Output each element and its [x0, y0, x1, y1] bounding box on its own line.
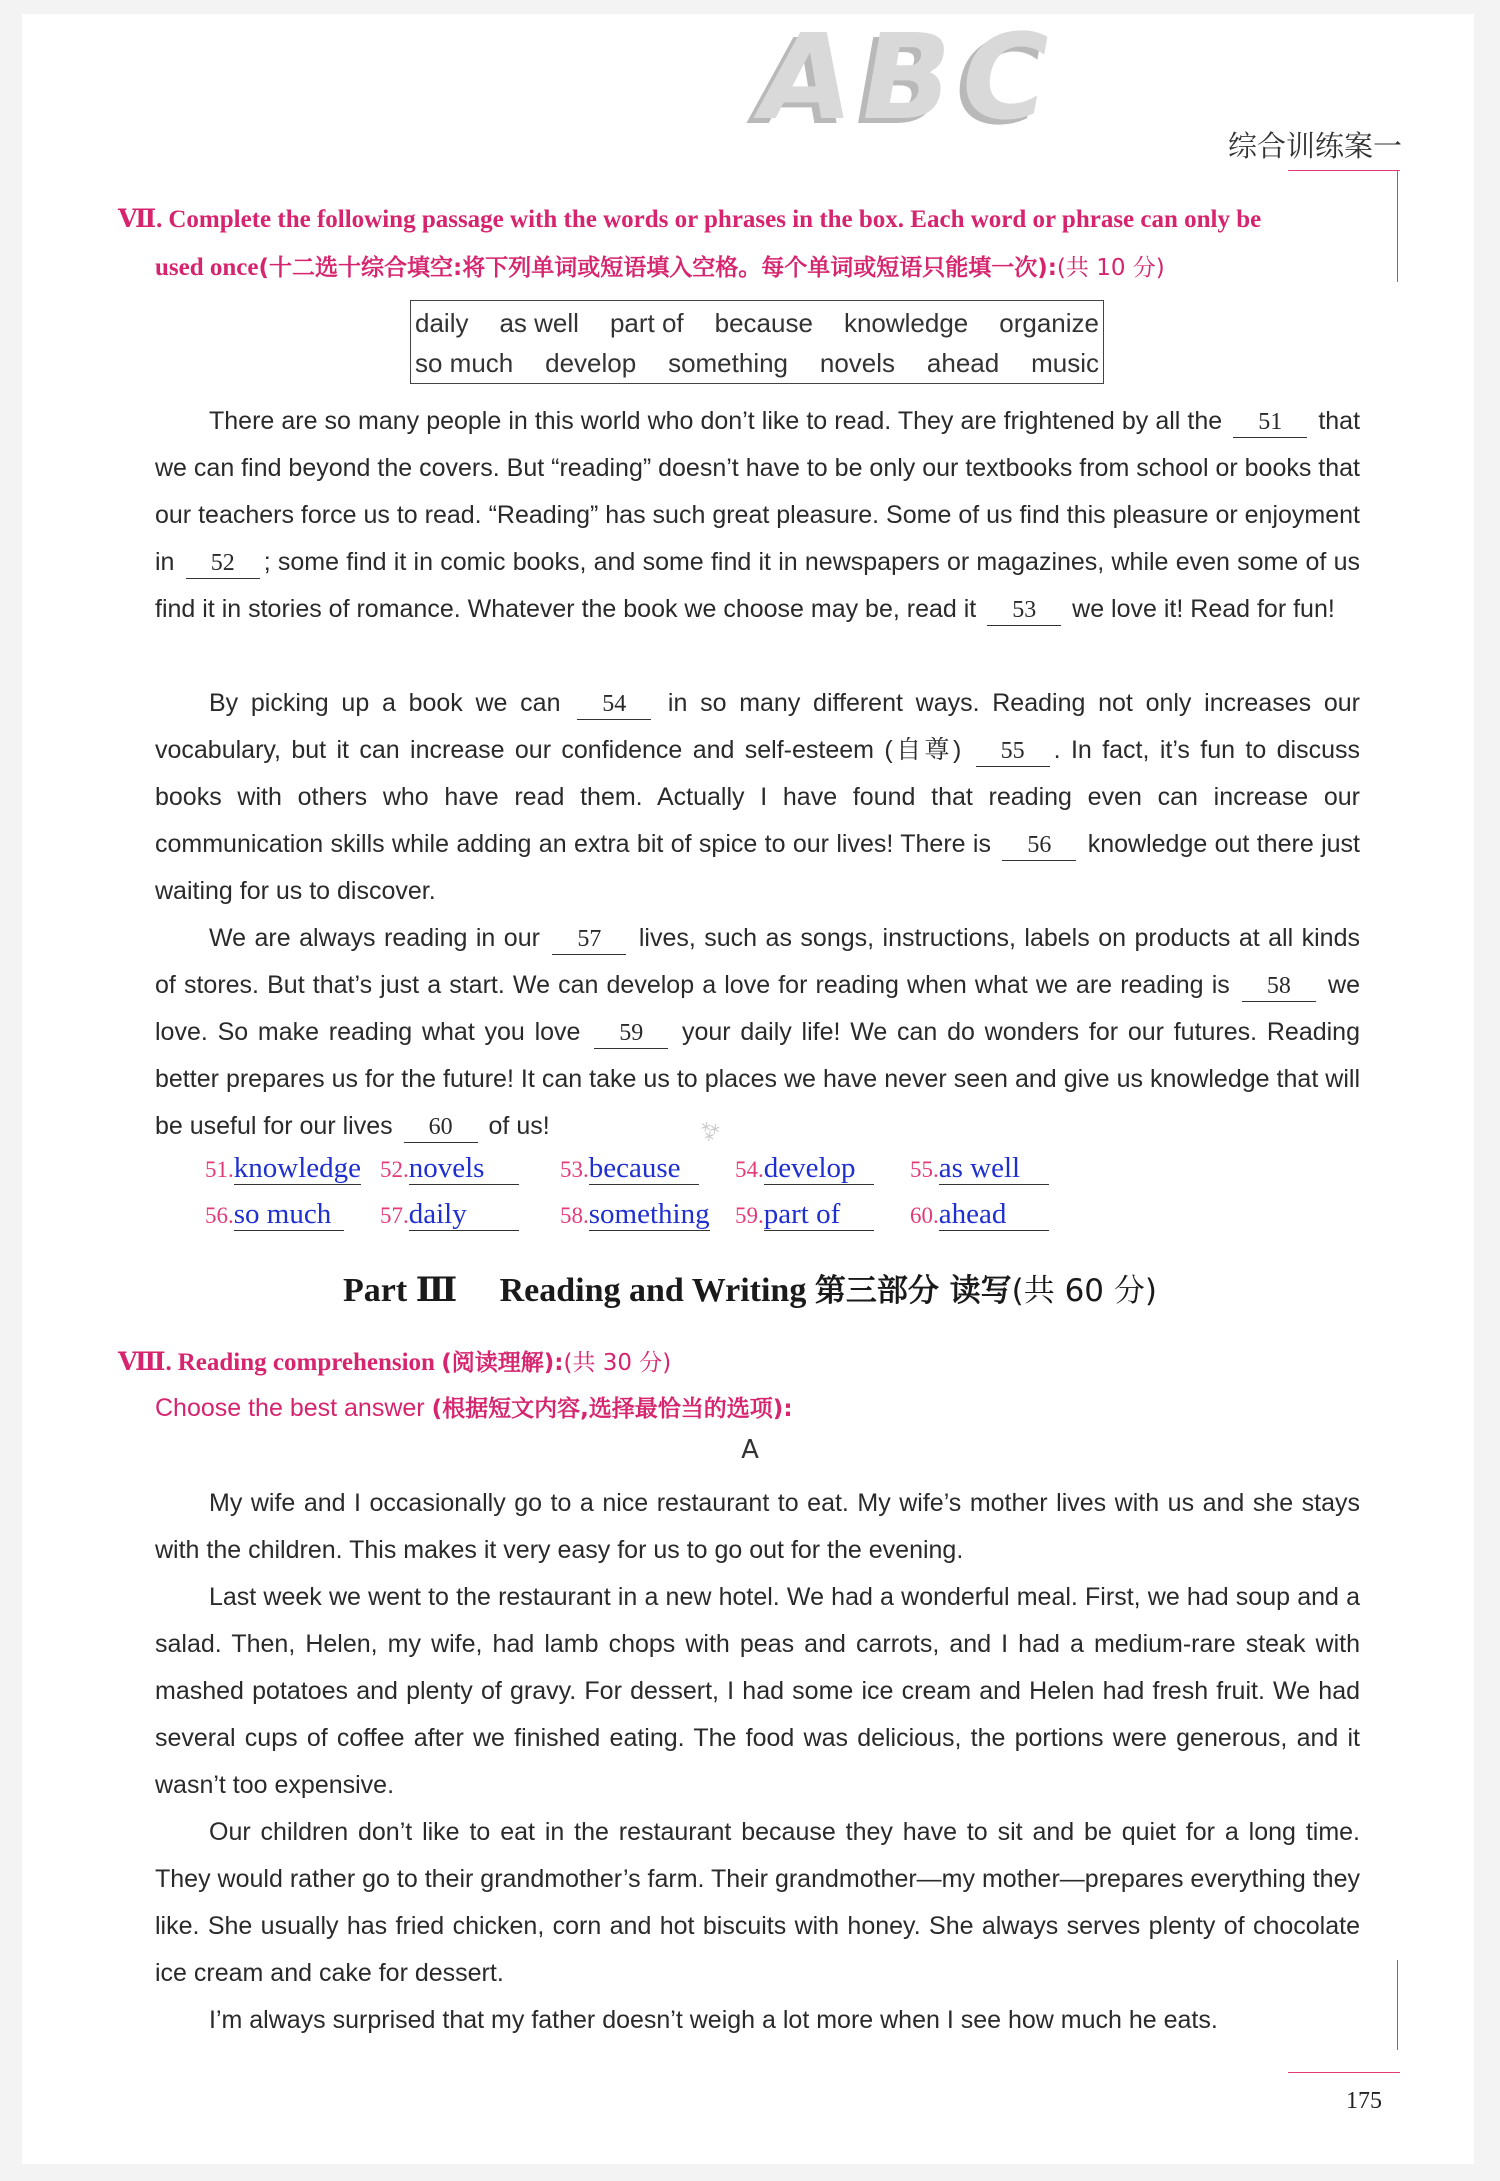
text-span: in so many different ways. Reading not only increases our vocabulary, but it can increase our confidence and self-esteem (自尊) — [155, 689, 1360, 764]
box-word: so much — [415, 348, 514, 378]
blank-60[interactable]: 60 — [404, 1112, 478, 1143]
section7-number: Ⅶ. — [118, 206, 163, 233]
text-span: that we can find beyond the covers. But “reading” doesn’t have to be only our textbooks from school or books that our teachers force us to read. “Reading” has such great pleasure. Some of us find this pleasure or enjoyment in — [155, 407, 1361, 576]
word-box — [410, 300, 1104, 384]
answer-number: 51. — [205, 1157, 234, 1182]
answer-number: 55. — [910, 1157, 939, 1182]
section8-title-en: Reading comprehension — [177, 1349, 435, 1376]
section7-title-line1: Complete the following passage with the words or phrases in the box. Each word or phrase can only be — [168, 206, 1262, 233]
text-span: By picking up a book we can — [209, 689, 561, 717]
answer-word: novels — [409, 1152, 519, 1185]
reading-paragraph-2 — [155, 1574, 1360, 1809]
section8-title-cn: (阅读理解): — [441, 1350, 564, 1376]
answer-51 — [205, 1152, 361, 1185]
section7-title-line2: used once — [155, 254, 259, 281]
answer-word: part of — [764, 1198, 874, 1231]
footer-rule — [1288, 2072, 1400, 2073]
text-span: we love it! Read for fun! — [1072, 595, 1335, 623]
answer-word: as well — [939, 1152, 1049, 1185]
box-word: daily — [415, 308, 469, 338]
text-span: lives, such as songs, instructions, labels on products at all kinds of stores. But that’s just a start. We can develop a love for reading when what we are reading is — [155, 924, 1360, 999]
answer-word: ahead — [939, 1198, 1049, 1231]
section7-heading — [118, 196, 1358, 243]
text-span: knowledge out there just waiting for us to discover. — [155, 830, 1360, 905]
running-head: 综合训练案一 — [1227, 131, 1402, 163]
text-span: There are so many people in this world who don’t like to read. They are frightened by all the — [209, 407, 1223, 435]
text-span: we love. So make reading what you love — [155, 971, 1360, 1046]
answer-57 — [380, 1198, 519, 1231]
text-span: My wife and I occasionally go to a nice restaurant to eat. My wife’s mother lives with us and she stays with the children. This makes it very easy for us to go out for the evening. — [155, 1489, 1360, 1564]
blank-59[interactable]: 59 — [594, 1018, 668, 1049]
instruction-en: Choose the best answer — [155, 1394, 425, 1422]
instruction-cn: (根据短文内容,选择最恰当的选项): — [431, 1396, 793, 1422]
text-span: We are always reading in our — [209, 924, 540, 952]
text-span: . In fact, it’s fun to discuss books with others who have read them. Actually I have found that reading even can increase our communication skills while adding an extra bit of spice to our lives! There is — [155, 736, 1361, 858]
answer-number: 59. — [735, 1203, 764, 1228]
word-box-row-1 — [411, 301, 1103, 341]
section7-heading-line2 — [155, 244, 1395, 292]
answer-number: 57. — [380, 1203, 409, 1228]
reading-paragraph-3 — [155, 1809, 1360, 1997]
answer-number: 56. — [205, 1203, 234, 1228]
cloze-paragraph-1 — [155, 398, 1360, 633]
part3-title-en: Reading and Writing — [499, 1272, 807, 1309]
text-span: Our children don’t like to eat in the restaurant because they have to sit and be quiet for a long time. They would rather go to their grandmother’s farm. Their grandmother—my mother—prepares everything they like. She usually has fried chicken, corn and hot biscuits with honey. She always serves plenty of chocolate ice cream and cake for dessert. — [155, 1818, 1360, 1987]
box-word: ahead — [926, 348, 1000, 378]
page-number: 175 — [1346, 2088, 1382, 2114]
reading-paragraph-4 — [155, 1997, 1360, 2044]
answer-word: daily — [409, 1198, 519, 1231]
blank-51[interactable]: 51 — [1233, 407, 1307, 438]
box-word: music — [1031, 348, 1099, 378]
answer-number: 52. — [380, 1157, 409, 1182]
passage-letter: A — [741, 1435, 759, 1465]
answer-52 — [380, 1152, 519, 1185]
answer-word: develop — [764, 1152, 874, 1185]
blank-56[interactable]: 56 — [1002, 830, 1076, 861]
section8-instruction — [155, 1390, 793, 1423]
answer-number: 53. — [560, 1157, 589, 1182]
answer-word: something — [588, 1198, 710, 1230]
answer-59 — [735, 1198, 874, 1231]
answer-row-2 — [205, 1198, 1305, 1238]
box-word: as well — [499, 308, 579, 338]
word-box-row-2 — [411, 341, 1103, 381]
box-word: organize — [999, 308, 1099, 338]
box-word: because — [714, 308, 813, 338]
section8-number: Ⅷ. — [118, 1349, 172, 1376]
section7-title-cn: (十二选十综合填空:将下列单词或短语填入空格。每个单词或短语只能填一次): — [258, 255, 1057, 281]
cloze-paragraph-2 — [155, 680, 1360, 915]
answer-word: knowledge — [233, 1152, 361, 1184]
answer-word: because — [589, 1152, 699, 1185]
answer-53 — [560, 1152, 699, 1185]
header-rule — [1288, 170, 1400, 171]
box-word: develop — [545, 348, 637, 378]
box-word: knowledge — [843, 308, 969, 338]
answer-54 — [735, 1152, 874, 1185]
part3-title-cn: 第三部分 读写 — [814, 1273, 1012, 1309]
section8-heading — [118, 1339, 1358, 1387]
abc-decoration: ABC — [747, 8, 1071, 146]
text-span: ; some find it in comic books, and some find it in newspapers or magazines, while even some of us find it in stories of romance. Whatever the book we choose may be, read it — [155, 548, 1360, 623]
part3-score: (共 60 分) — [1011, 1273, 1157, 1309]
answer-number: 58. — [560, 1203, 589, 1228]
reading-paragraph-1 — [155, 1480, 1360, 1574]
answer-word: so much — [234, 1198, 344, 1231]
blank-54[interactable]: 54 — [577, 689, 651, 720]
blank-53[interactable]: 53 — [987, 595, 1061, 626]
blank-55[interactable]: 55 — [976, 736, 1050, 767]
cloze-paragraph-3 — [155, 915, 1360, 1150]
section7-score: (共 10 分) — [1056, 255, 1165, 281]
margin-rule-bottom — [1397, 1960, 1398, 2050]
answer-56 — [205, 1198, 344, 1231]
section8-score: (共 30 分) — [563, 1350, 672, 1376]
answer-number: 54. — [735, 1157, 764, 1182]
margin-rule-top — [1397, 170, 1398, 282]
box-word: novels — [819, 348, 896, 378]
answer-55 — [910, 1152, 1049, 1185]
blank-52[interactable]: 52 — [186, 548, 260, 579]
part3-title — [0, 1265, 1500, 1310]
box-word: something — [668, 348, 789, 378]
text-span: of us! — [488, 1112, 550, 1140]
text-span: Last week we went to the restaurant in a new hotel. We had a wonderful meal. First, we had soup and a salad. Then, Helen, my wife, had lamb chops with peas and carrots, and I had a medium-rare steak with mashed potatoes and plenty of gravy. For dessert, I had some ice cream and Helen had fresh fruit. We had several cups of coffee after we finished eating. The food was delicious, the portions were generous, and it wasn’t too expensive. — [155, 1583, 1360, 1799]
box-word: part of — [609, 308, 684, 338]
blank-58[interactable]: 58 — [1242, 971, 1316, 1002]
answer-row-1 — [205, 1152, 1305, 1192]
answer-58 — [560, 1198, 710, 1231]
part3-label: Part Ⅲ — [343, 1272, 458, 1309]
text-span: your daily life! We can do wonders for our futures. Reading better prepares us for the future! It can take us to places we have never seen and give us knowledge that will be useful for our lives — [155, 1018, 1360, 1140]
answer-number: 60. — [910, 1203, 939, 1228]
text-span: I’m always surprised that my father doesn’t weigh a lot more when I see how much he eats. — [209, 2006, 1218, 2034]
blank-57[interactable]: 57 — [552, 924, 626, 955]
answer-60 — [910, 1198, 1049, 1231]
watermark: ⁂ — [695, 1117, 724, 1144]
